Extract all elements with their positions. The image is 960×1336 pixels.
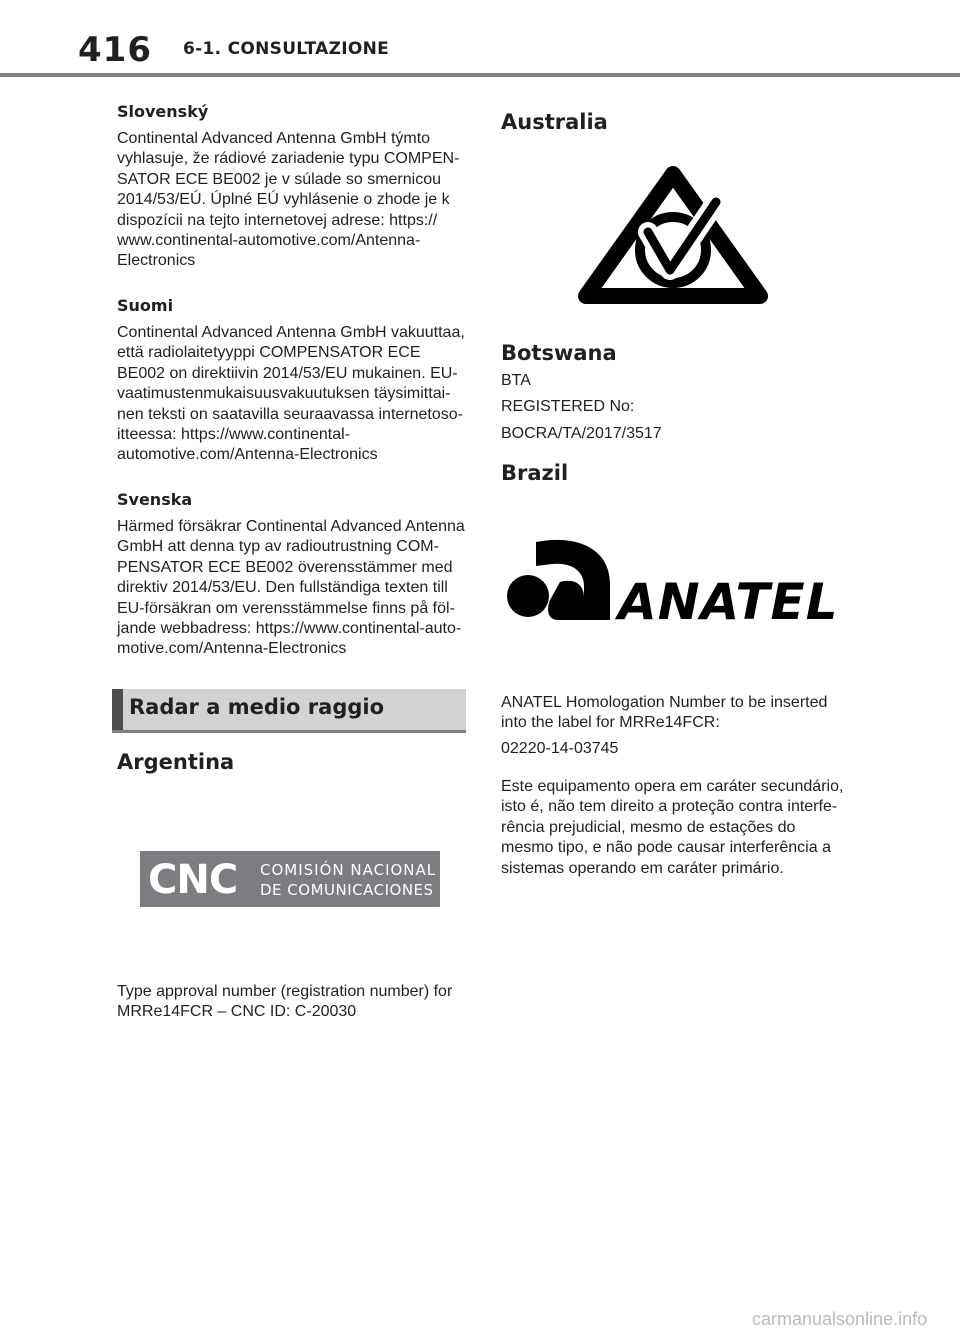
suomi-title: Suomi — [117, 296, 174, 315]
page-number: 416 — [78, 30, 152, 70]
text-line: rência prejudicial, mesmo de estações do — [501, 818, 796, 836]
text-line: SATOR ECE BE002 je v súlade so smernicou — [117, 170, 441, 188]
text-line: Härmed försäkrar Continental Advanced Antenna — [117, 518, 465, 535]
brazil-homologation-block — [501, 693, 861, 734]
rcm-compliance-mark-icon — [578, 166, 768, 308]
text-line: nen teksti on saatavilla seuraavassa internetoso- — [117, 405, 463, 423]
cnc-logo-line1: COMISIÓN NACIONAL — [260, 861, 437, 879]
suomi-block — [117, 296, 472, 466]
botswana-title: Botswana — [501, 341, 617, 365]
brazil-title: Brazil — [501, 461, 569, 485]
text-line: EU-försäkran om verensstämmelse finns på föl- — [117, 599, 455, 617]
text-line: vyhlasuje, že rádiové zariadenie typu COMPEN- — [117, 150, 460, 168]
text-line: into the label for MRRe14FCR: — [501, 714, 720, 732]
argentina-text-block — [117, 982, 472, 1023]
brazil-notice-text — [501, 777, 861, 879]
botswana-line: BOCRA/TA/2017/3517 — [501, 425, 662, 442]
section-band — [112, 689, 466, 733]
brazil-homologation-text — [501, 693, 861, 734]
text-line: PENSATOR ECE BE002 överensstämmer med — [117, 558, 453, 576]
text-line: www.continental-automotive.com/Antenna- — [117, 232, 421, 250]
botswana-line: BTA — [501, 372, 531, 389]
cnc-logo-line2: DE COMUNICACIONES — [260, 881, 434, 899]
text-line: Type approval number (registration number) for — [117, 983, 453, 1000]
argentina-text — [117, 982, 472, 1023]
anatel-logo-icon — [506, 538, 612, 620]
section-title: 6-1. CONSULTAZIONE — [183, 39, 390, 59]
band-accent-bar — [112, 689, 123, 730]
text-line: dispozícii na tejto internetovej adrese: https:// — [117, 211, 438, 229]
text-line: direktiv 2014/53/EU. Den fullständiga texten till — [117, 579, 448, 597]
text-line: GmbH att denna typ av radioutrustning COM- — [117, 538, 439, 556]
anatel-number: 02220-14-03745 — [501, 740, 619, 757]
australia-title: Australia — [501, 110, 608, 134]
text-line: Continental Advanced Antenna GmbH vakuuttaa, — [117, 324, 465, 341]
text-line: MRRe14FCR – CNC ID: C-20030 — [117, 1003, 357, 1021]
band-title: Radar a medio raggio — [129, 695, 385, 719]
svenska-text — [117, 517, 472, 660]
suomi-text — [117, 323, 472, 466]
brazil-notice-block — [501, 777, 861, 879]
watermark: carmanualsonline.info — [752, 1309, 928, 1329]
text-line: mesmo tipo, e não pode causar interferência a — [501, 839, 831, 857]
text-line: motive.com/Antenna-Electronics — [117, 640, 347, 658]
text-line: että radiolaitetyyppi COMPENSATOR ECE — [117, 344, 421, 362]
argentina-title: Argentina — [117, 750, 235, 774]
page-header — [0, 0, 960, 78]
text-line: 2014/53/EÚ. Úplné EÚ vyhlásenie o zhode je k — [117, 191, 450, 209]
text-line: sistemas operando em caráter primário. — [501, 859, 784, 877]
botswana-line: REGISTERED No: — [501, 398, 635, 415]
header-rule — [0, 73, 960, 77]
svenska-block — [117, 490, 472, 660]
svenska-title: Svenska — [117, 490, 193, 509]
text-line: jande webbadress: https://www.continental-auto- — [117, 620, 462, 638]
text-line: automotive.com/Antenna-Electronics — [117, 446, 378, 464]
text-line: Electronics — [117, 252, 196, 270]
text-line: vaatimustenmukaisuusvakuutuksen täysimittai- — [117, 385, 451, 403]
slovensky-block — [117, 102, 472, 272]
text-line: BE002 on direktiivin 2014/53/EU mukainen. EU- — [117, 364, 458, 382]
slovensky-title: Slovenský — [117, 102, 209, 121]
anatel-logo-word: ANATEL — [618, 573, 839, 631]
text-line: ANATEL Homologation Number to be inserted — [501, 694, 828, 711]
cnc-logo — [140, 851, 440, 907]
text-line: Continental Advanced Antenna GmbH týmto — [117, 130, 431, 147]
cnc-logo-word: CNC — [148, 857, 238, 903]
text-line: isto é, não tem direito a proteção contra interfe- — [501, 798, 838, 816]
slovensky-text — [117, 129, 472, 272]
text-line: Este equipamento opera em caráter secundário, — [501, 778, 844, 795]
text-line: itteessa: https://www.continental- — [117, 426, 350, 444]
